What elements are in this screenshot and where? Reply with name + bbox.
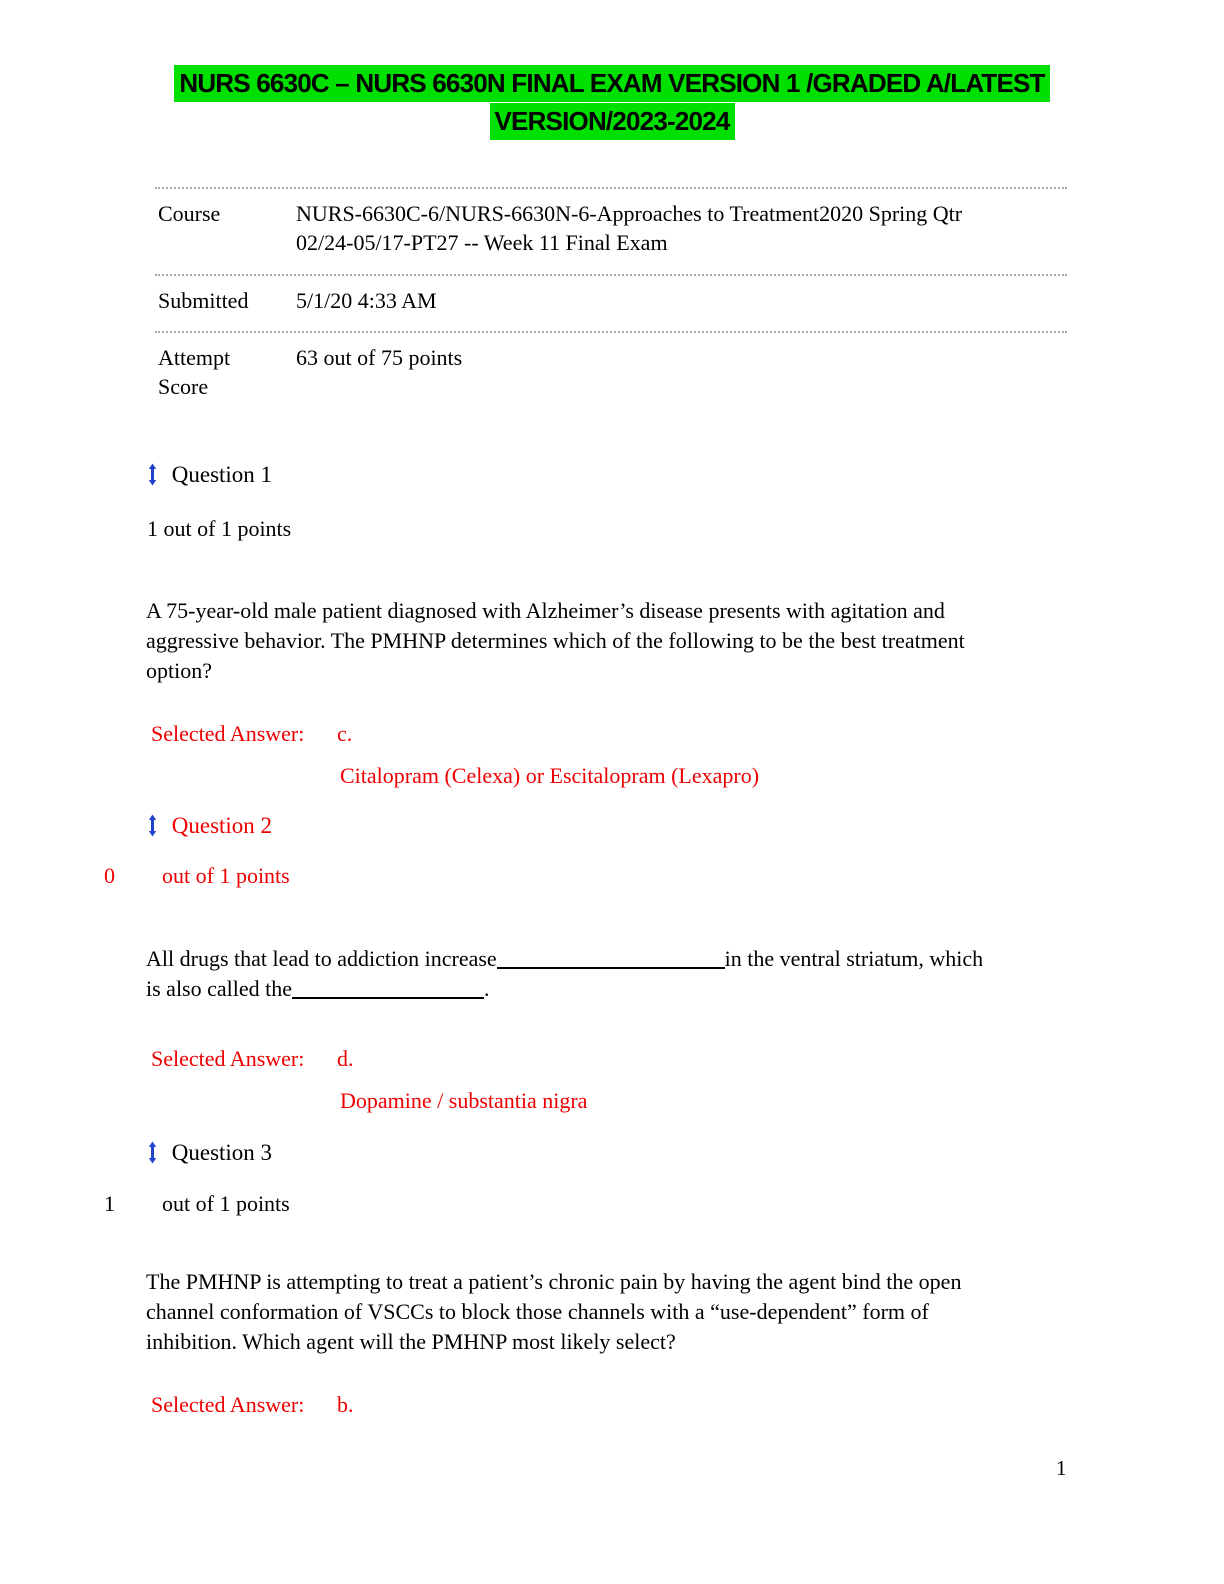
question-3-selected-answer (151, 1390, 354, 1419)
question-2-score-text: out of 1 points (162, 863, 290, 888)
question-3-text-line-2: channel conformation of VSCCs to block those channels with a “use-dependent” form of (146, 1299, 929, 1324)
page-number: 1 (1056, 1456, 1067, 1480)
title-line-1-wrap (0, 64, 1224, 102)
info-row-submitted (155, 274, 1067, 331)
submitted-label: Submitted (158, 288, 249, 313)
question-2-text-line-2-pre: is also called the (146, 976, 293, 1001)
selected-answer-label: Selected Answer: (151, 721, 305, 746)
question-1-text (146, 596, 1086, 686)
question-3-header (147, 1140, 272, 1166)
question-3-score (104, 1189, 290, 1218)
question-1-score: 1 out of 1 points (147, 516, 292, 541)
question-3-title: Question 3 (171, 1140, 273, 1165)
question-2-selected-answer (151, 1044, 354, 1073)
updown-arrow-icon (147, 463, 158, 486)
question-2-title: Question 2 (171, 813, 273, 838)
course-value-line-1: NURS-6630C-6/NURS-6630N-6-Approaches to Treatment2020 Spring Qtr (296, 201, 963, 226)
question-3-text-line-1: The PMHNP is attempting to treat a patient’s chronic pain by having the agent bind the open (146, 1269, 962, 1294)
updown-arrow-icon (147, 1141, 158, 1164)
course-value (296, 199, 1067, 257)
document-title (0, 64, 1224, 140)
question-1-text-line-3: option? (146, 658, 212, 683)
selected-answer-label: Selected Answer: (151, 1392, 305, 1417)
question-1-text-line-2: aggressive behavior. The PMHNP determines which of the following to be the best treatment (146, 628, 965, 653)
question-2-text-line-2-post: . (484, 976, 490, 1001)
question-1-answer-text: Citalopram (Celexa) or Escitalopram (Lexapro) (340, 763, 760, 788)
question-2-score-number: 0 (104, 863, 115, 888)
submitted-value: 5/1/20 4:33 AM (296, 288, 437, 313)
fill-in-blank-line (497, 966, 725, 969)
selected-answer-letter: b. (337, 1392, 354, 1417)
selected-answer-letter: c. (337, 721, 353, 746)
selected-answer-letter: d. (337, 1046, 354, 1071)
updown-arrow-icon (147, 814, 158, 837)
question-1-text-line-1: A 75-year-old male patient diagnosed with Alzheimer’s disease presents with agitation and (146, 598, 945, 623)
question-2-header (147, 813, 272, 839)
attempt-score-value: 63 out of 75 points (296, 345, 463, 370)
fill-in-blank-line (292, 996, 484, 999)
attempt-label-line-2: Score (158, 374, 209, 399)
question-3-score-text: out of 1 points (162, 1191, 290, 1216)
title-line-2-wrap (0, 102, 1224, 140)
info-row-attempt-score (155, 331, 1067, 401)
question-1-header (147, 462, 272, 488)
question-2-text (146, 944, 1086, 1004)
course-value-line-2: 02/24-05/17-PT27 -- Week 11 Final Exam (296, 230, 668, 255)
question-1-title: Question 1 (171, 462, 273, 487)
question-3-text-line-3: inhibition. Which agent will the PMHNP most likely select? (146, 1329, 676, 1354)
course-label: Course (158, 201, 221, 226)
title-line-2: VERSION/2023-2024 (490, 103, 735, 140)
attempt-score-label (158, 343, 296, 401)
question-2-text-line-1-post: in the ventral striatum, which (724, 946, 984, 971)
question-3-text (146, 1267, 1086, 1357)
selected-answer-label: Selected Answer: (151, 1046, 305, 1071)
question-2-answer-text: Dopamine / substantia nigra (340, 1088, 588, 1113)
exam-info-table (155, 187, 1067, 401)
attempt-label-line-1: Attempt (158, 345, 231, 370)
title-line-1: NURS 6630C – NURS 6630N FINAL EXAM VERSION 1 /GRADED A/LATEST (174, 65, 1049, 102)
question-2-text-line-1-pre: All drugs that lead to addiction increase (146, 946, 497, 971)
question-2-score (104, 861, 290, 890)
info-row-course (155, 187, 1067, 274)
question-1-selected-answer (151, 719, 352, 748)
question-3-score-number: 1 (104, 1191, 115, 1216)
